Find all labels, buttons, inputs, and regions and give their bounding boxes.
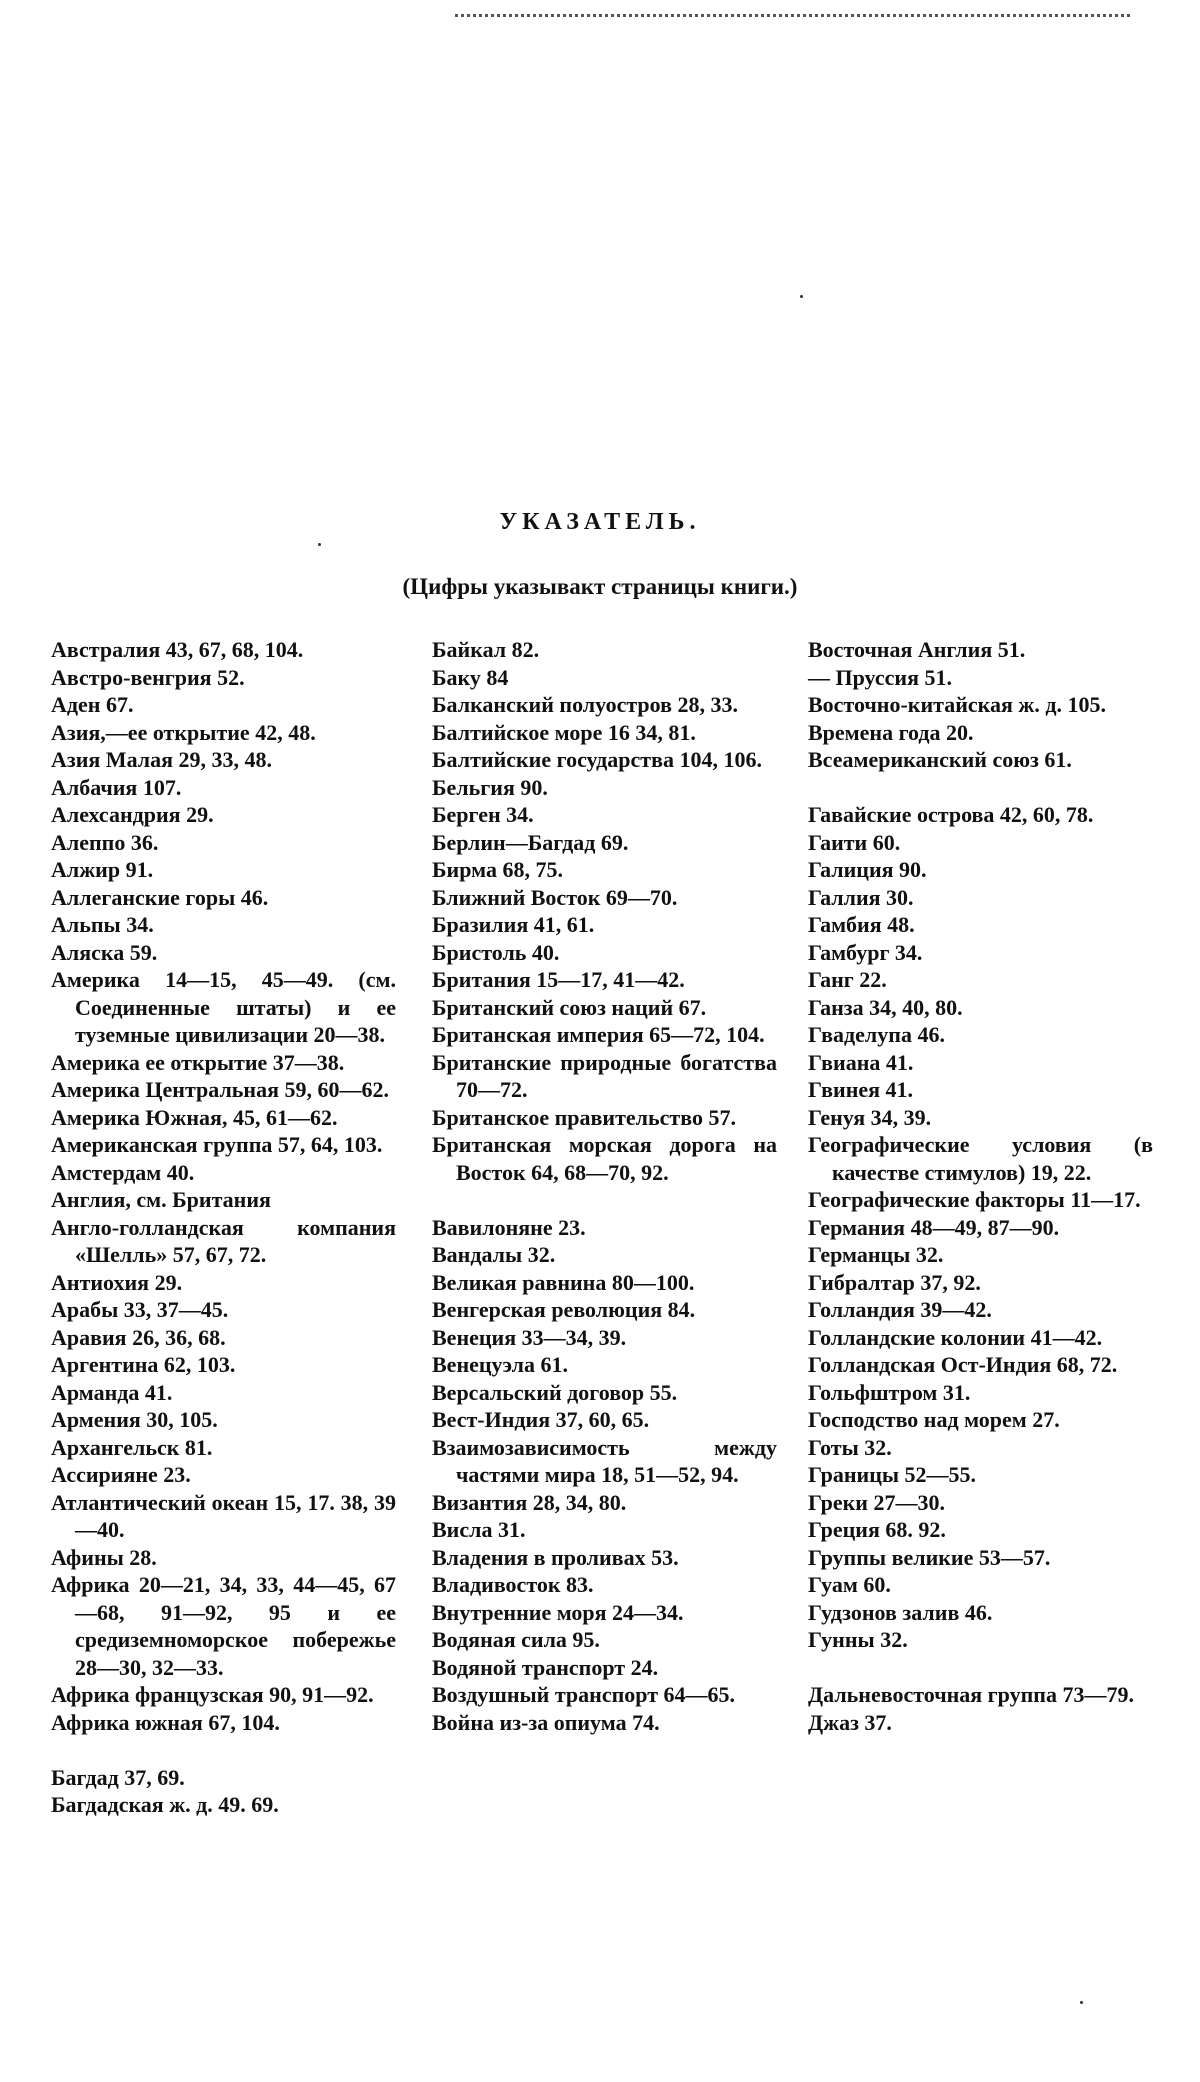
index-entry: Венецуэла 61. bbox=[432, 1352, 569, 1377]
index-entry: Алеппо 36. bbox=[51, 829, 159, 855]
index-entry: Галлия 30. bbox=[808, 884, 914, 910]
index-entry: Голландия 39—42. bbox=[808, 1297, 992, 1322]
index-entry: Воздушный транспорт 64—65. bbox=[432, 1682, 736, 1707]
index-entry: Бразилия 41, 61. bbox=[432, 912, 595, 937]
index-entry: Арманда 41. bbox=[51, 1379, 173, 1405]
index-entry: Аргентина 62, 103. bbox=[51, 1352, 236, 1377]
index-entry: Водяной транспорт 24. bbox=[432, 1654, 659, 1680]
index-entry: Гамбург 34. bbox=[808, 939, 923, 965]
index-entry: Алжир 91. bbox=[51, 857, 154, 882]
index-entry: Вавилоняне 23. bbox=[432, 1214, 586, 1240]
index-entry: Амстердам 40. bbox=[51, 1159, 195, 1185]
index-entry: Берген 34. bbox=[432, 802, 534, 827]
index-entry: Ассирияне 23. bbox=[51, 1462, 191, 1487]
index-entry: Аляска 59. bbox=[51, 939, 158, 965]
index-entry: Баку 84 bbox=[432, 664, 509, 690]
index-entry: Гваделупа 46. bbox=[808, 1022, 945, 1047]
index-entry: Война из-за опиума 74. bbox=[432, 1709, 660, 1735]
index-entry: Балтийское море 16 34, 81. bbox=[432, 719, 696, 745]
index-entry: Балтийские государства 104, 106. bbox=[432, 747, 762, 772]
index-entry: Голландские колонии 41—42. bbox=[808, 1324, 1103, 1350]
index-group-gap bbox=[808, 1654, 1153, 1682]
index-entry: Времена года 20. bbox=[808, 719, 974, 745]
index-group-gap bbox=[808, 774, 1153, 802]
index-entry: Гаити 60. bbox=[808, 829, 901, 855]
index-entry: Ганг 22. bbox=[808, 967, 887, 992]
index-entry: Американская группа 57, 64, 103. bbox=[51, 1132, 383, 1157]
index-entry: Группы великие 53—57. bbox=[808, 1544, 1051, 1570]
index-entry: Ближний Восток 69—70. bbox=[432, 884, 678, 910]
index-entry: Галиция 90. bbox=[808, 857, 927, 882]
scan-speck bbox=[1080, 2001, 1083, 2004]
index-entry: Британская морская дорога на Восток 64, 68—70, 92. bbox=[432, 1132, 777, 1185]
index-entry: Водяная сила 95. bbox=[432, 1627, 600, 1652]
index-entry: Гибралтар 37, 92. bbox=[808, 1269, 981, 1295]
index-entry: Британский союз наций 67. bbox=[432, 994, 707, 1020]
index-entry: Америка Южная, 45, 61—62. bbox=[51, 1104, 338, 1130]
index-entry: Готы 32. bbox=[808, 1434, 892, 1460]
index-entry: Англия, см. Британия bbox=[51, 1187, 271, 1212]
index-entry: Дальневосточная группа 73—79. bbox=[808, 1682, 1134, 1707]
index-column-1 bbox=[51, 636, 396, 1819]
index-entry: Восточно-китайская ж. д. 105. bbox=[808, 692, 1106, 717]
index-entry: Бельгия 90. bbox=[432, 774, 548, 800]
index-entry: Византия 28, 34, 80. bbox=[432, 1489, 627, 1515]
index-entry: Гудзонов залив 46. bbox=[808, 1599, 993, 1625]
index-entry: Азия,—ее открытие 42, 48. bbox=[51, 719, 316, 745]
index-entry: Африка французская 90, 91—92. bbox=[51, 1682, 374, 1707]
index-entry: Британское правительство 57. bbox=[432, 1104, 736, 1130]
index-entry: Британские природные богатства 70—72. bbox=[432, 1049, 777, 1102]
page-title: УКАЗАТЕЛЬ. bbox=[499, 509, 701, 535]
index-entry: Америка ее открытие 37—38. bbox=[51, 1049, 345, 1075]
index-entry: Австралия 43, 67, 68, 104. bbox=[51, 637, 304, 662]
index-column-3 bbox=[808, 636, 1153, 1736]
index-entry: Границы 52—55. bbox=[808, 1462, 977, 1487]
index-entry: Багдадская ж. д. 49. 69. bbox=[51, 1792, 279, 1817]
index-entry: Германия 48—49, 87—90. bbox=[808, 1214, 1060, 1240]
index-entry: Аллеганские горы 46. bbox=[51, 884, 269, 910]
index-entry: Владивосток 83. bbox=[432, 1572, 594, 1597]
index-entry: Голландская Ост-Индия 68, 72. bbox=[808, 1352, 1118, 1377]
index-entry: Гунны 32. bbox=[808, 1627, 908, 1652]
index-entry: Багдад 37, 69. bbox=[51, 1764, 185, 1790]
index-entry: Вест-Индия 37, 60, 65. bbox=[432, 1407, 650, 1432]
index-entry: Греки 27—30. bbox=[808, 1489, 945, 1515]
index-entry: Берлин—Багдад 69. bbox=[432, 829, 629, 855]
index-entry: Взаимозависимость между частями мира 18, 51—52, 94. bbox=[432, 1434, 777, 1487]
index-entry: Висла 31. bbox=[432, 1517, 526, 1542]
scan-artifact-line bbox=[455, 14, 1130, 17]
index-entry: Албачия 107. bbox=[51, 774, 182, 800]
index-entry: Германцы 32. bbox=[808, 1242, 944, 1267]
index-entry: Африка 20—21, 34, 33, 44—45, 67—68, 91—92, 95 и ее средиземноморское побережье 28—30, 32—33. bbox=[51, 1572, 396, 1680]
index-column-2 bbox=[432, 636, 777, 1736]
index-entry: Джаз 37. bbox=[808, 1709, 892, 1735]
index-entry: Африка южная 67, 104. bbox=[51, 1709, 280, 1735]
index-entry: Господство над морем 27. bbox=[808, 1407, 1060, 1432]
index-entry: Восточная Англия 51. bbox=[808, 637, 1026, 662]
index-entry: Аравия 26, 36, 68. bbox=[51, 1324, 226, 1350]
index-entry: Алехсандрия 29. bbox=[51, 802, 214, 827]
index-entry: Атлантический океан 15, 17. 38, 39—40. bbox=[51, 1489, 396, 1542]
index-entry: Аден 67. bbox=[51, 692, 134, 717]
index-entry: Гвиана 41. bbox=[808, 1049, 914, 1075]
index-entry: Армения 30, 105. bbox=[51, 1407, 218, 1432]
index-entry: Австро-венгрия 52. bbox=[51, 664, 245, 690]
index-entry: Генуя 34, 39. bbox=[808, 1104, 932, 1130]
index-entry: — Пруссия 51. bbox=[808, 664, 952, 690]
index-entry: Америка Центральная 59, 60—62. bbox=[51, 1077, 390, 1102]
index-entry: Гавайские острова 42, 60, 78. bbox=[808, 802, 1094, 827]
index-entry: Версальский договор 55. bbox=[432, 1379, 678, 1405]
index-entry: Владения в проливах 53. bbox=[432, 1544, 679, 1570]
index-entry: Бирма 68, 75. bbox=[432, 857, 563, 882]
scan-speck bbox=[318, 543, 321, 546]
index-entry: Великая равнина 80—100. bbox=[432, 1269, 695, 1295]
index-entry: Англо-голландская компания «Шелль» 57, 67, 72. bbox=[51, 1214, 396, 1267]
index-entry: Бристоль 40. bbox=[432, 939, 560, 965]
index-entry: Всеамериканский союз 61. bbox=[808, 747, 1072, 772]
index-entry: Антиохия 29. bbox=[51, 1269, 183, 1295]
index-group-gap bbox=[51, 1736, 396, 1764]
index-entry: Гвинея 41. bbox=[808, 1077, 914, 1102]
index-entry: Америка 14—15, 45—49. (см. Соединенные штаты) и ее туземные цивилизации 20—38. bbox=[51, 967, 396, 1047]
index-entry: Афины 28. bbox=[51, 1544, 157, 1570]
index-entry: Вандалы 32. bbox=[432, 1242, 556, 1267]
index-group-gap bbox=[432, 1186, 777, 1214]
index-entry: Гуам 60. bbox=[808, 1572, 891, 1597]
index-entry: Географические условия (в качестве стимулов) 19, 22. bbox=[808, 1132, 1153, 1185]
index-entry: Венеция 33—34, 39. bbox=[432, 1324, 627, 1350]
index-entry: Альпы 34. bbox=[51, 912, 154, 937]
index-entry: Архангельск 81. bbox=[51, 1434, 213, 1460]
index-entry: Британия 15—17, 41—42. bbox=[432, 967, 685, 992]
index-entry: Географические факторы 11—17. bbox=[808, 1187, 1141, 1212]
index-entry: Гольфштром 31. bbox=[808, 1379, 971, 1405]
index-entry: Ганза 34, 40, 80. bbox=[808, 994, 963, 1020]
index-entry: Греция 68. 92. bbox=[808, 1517, 946, 1542]
index-entry: Внутренние моря 24—34. bbox=[432, 1599, 684, 1625]
index-entry: Азия Малая 29, 33, 48. bbox=[51, 747, 273, 772]
page-subtitle: (Цифры указывакт страницы книги.) bbox=[402, 574, 798, 599]
index-entry: Гамбия 48. bbox=[808, 912, 915, 937]
index-entry: Байкал 82. bbox=[432, 637, 540, 662]
index-entry: Арабы 33, 37—45. bbox=[51, 1297, 229, 1322]
scan-speck bbox=[800, 295, 803, 298]
index-entry: Венгерская революция 84. bbox=[432, 1297, 696, 1322]
index-entry: Балканский полуостров 28, 33. bbox=[432, 692, 738, 717]
index-entry: Британская империя 65—72, 104. bbox=[432, 1022, 765, 1047]
